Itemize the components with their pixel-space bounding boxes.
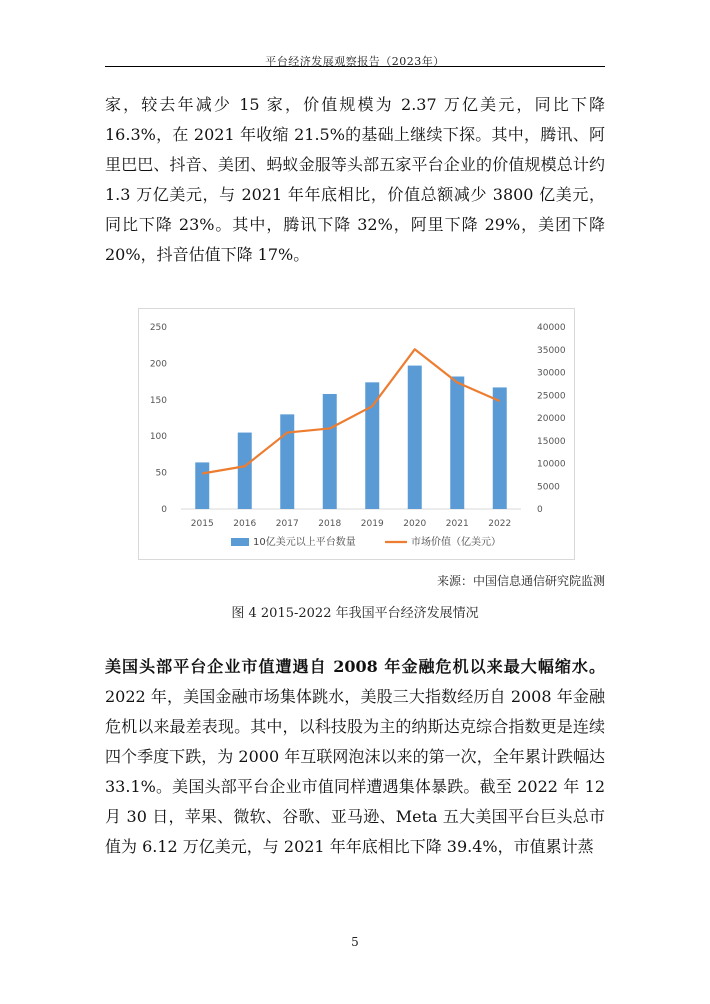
y-right-tick-label: 35000 [537, 345, 566, 356]
paragraph-2-heading: 美国头部平台企业市值遭遇自 2008 年金融危机以来最大幅缩水。 [105, 657, 605, 676]
y-right-tick-label: 20000 [537, 414, 566, 424]
y-right-tick-label: 30000 [537, 368, 566, 379]
bar [323, 394, 337, 509]
x-tick-label: 2020 [403, 519, 427, 529]
chart [138, 308, 575, 560]
header-rule [105, 66, 605, 67]
x-tick-label: 2017 [275, 519, 299, 529]
figure-caption: 图 4 2015-2022 年我国平台经济发展情况 [231, 606, 479, 621]
y-right-tick-label: 25000 [537, 391, 566, 402]
x-tick-label: 2022 [488, 519, 512, 529]
y-left-tick-label: 0 [161, 505, 167, 515]
x-tick-label: 2019 [360, 519, 384, 529]
figure-source: 来源：中国信息通信研究院监测 [436, 574, 605, 588]
x-tick-label: 2018 [318, 519, 342, 529]
paragraph-2-body: 2022 年，美国金融市场集体跳水，美股三大指数经历自 2008 年金融危机以来最差表现。其中，以科技股为主的纳斯达克综合指数更是连续四个季度下跌，为 2000 年互联网泡沫以来的第一次，全年累计跌幅达 33.1%。美国头部平台企业市值同样遭遇集体暴跌。截至 2022 年 12 月 30 日，苹果、微软、谷歌、亚马逊、Meta 五大美国平台巨头总市值为 6.12 万亿美元，与 2021 年年底相比下降 39.4%，市值累计蒸 [105, 687, 605, 856]
y-left-tick-label: 250 [149, 323, 167, 333]
bar [238, 433, 252, 509]
y-right-tick-label: 10000 [537, 459, 566, 470]
y-right-tick-label: 0 [537, 505, 543, 515]
bar [450, 377, 464, 509]
y-left-tick-label: 50 [155, 468, 167, 479]
y-left-tick-label: 200 [149, 359, 167, 370]
legend-swatch-bar [231, 538, 249, 546]
y-right-tick-label: 5000 [537, 482, 560, 493]
bar [408, 366, 422, 509]
running-header: 平台经济发展观察报告（2023年） [265, 55, 445, 68]
x-tick-label: 2015 [190, 519, 214, 529]
bar [280, 414, 294, 509]
legend-label-bar: 10亿美元以上平台数量 [253, 537, 356, 548]
bar [195, 462, 209, 509]
paragraph-1: 家，较去年减少 15 家，价值规模为 2.37 万亿美元，同比下降 16.3%，在 2021 年收缩 21.5%的基础上继续下探。其中，腾讯、阿里巴巴、抖音、美团、蚂蚁金服等头部五家平台企业的价值规模总计约 1.3 万亿美元，与 2021 年年底相比，价值总额减少 3800 亿美元，同比下降 23%。其中，腾讯下降 32%，阿里下降 29%，美团下降 20%，抖音估值下降 17%。 [105, 95, 605, 264]
y-right-tick-label: 40000 [537, 323, 566, 333]
chart-svg [139, 309, 574, 559]
y-left-tick-label: 100 [149, 432, 167, 443]
paragraph-2 [105, 652, 605, 862]
x-tick-label: 2016 [233, 519, 257, 529]
legend-label-line: 市场价值（亿美元） [411, 537, 501, 548]
y-right-tick-label: 15000 [537, 436, 566, 447]
page-number: 5 [351, 935, 359, 949]
x-tick-label: 2021 [445, 519, 469, 529]
y-left-tick-label: 150 [149, 395, 167, 406]
bar [493, 387, 507, 509]
